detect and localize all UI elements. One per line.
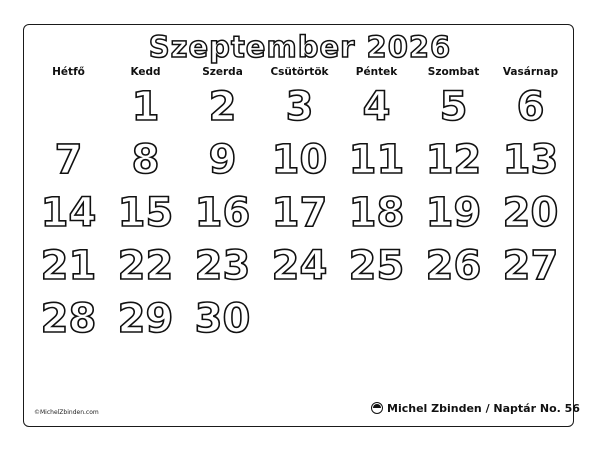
avatar-icon: [371, 402, 383, 414]
day-cell: 24: [271, 243, 328, 289]
day-cell: 15: [117, 190, 174, 236]
day-cell: 17: [271, 190, 328, 236]
day-cell: 5: [439, 84, 468, 130]
day-cell: 2: [208, 84, 237, 130]
day-cell: 20: [502, 190, 559, 236]
day-cell: 7: [54, 137, 83, 183]
day-cell: 19: [425, 190, 482, 236]
day-cell: 6: [516, 84, 545, 130]
calendar-title: Szeptember 2026: [148, 30, 452, 64]
weekday-label: Hétfő: [52, 66, 85, 78]
calendar-grid: [30, 82, 570, 347]
day-cell: 25: [348, 243, 405, 289]
weekday-label: Szerda: [202, 66, 243, 78]
day-cell: 18: [348, 190, 405, 236]
day-cell: 30: [194, 296, 251, 342]
day-cell: 27: [502, 243, 559, 289]
day-cell: 8: [131, 137, 160, 183]
day-cell: 14: [40, 190, 97, 236]
day-cell: 16: [194, 190, 251, 236]
day-cell: 10: [271, 137, 328, 183]
day-cell: 26: [425, 243, 482, 289]
weekday-label: Vasárnap: [502, 66, 559, 78]
weekday-label: Kedd: [130, 66, 161, 78]
weekday-label: Szombat: [427, 66, 480, 78]
day-cell: 23: [194, 243, 251, 289]
day-cell: 29: [117, 296, 174, 342]
day-cell: 21: [40, 243, 97, 289]
weekday-label: Péntek: [355, 66, 398, 78]
copyright-text: ©MichelZbinden.com: [34, 409, 99, 416]
day-cell: 11: [348, 137, 405, 183]
day-cell: 3: [285, 84, 314, 130]
weekday-label: Csütörtök: [270, 66, 329, 78]
footer-attribution: [371, 400, 580, 416]
day-cell: 13: [502, 137, 559, 183]
day-cell: 1: [131, 84, 160, 130]
weekday-header: [30, 66, 570, 82]
day-cell: 12: [425, 137, 482, 183]
day-cell: 22: [117, 243, 174, 289]
footer-author: Michel Zbinden / Naptár No. 56: [387, 401, 580, 415]
day-cell: 28: [40, 296, 97, 342]
day-cell: 9: [208, 137, 237, 183]
day-cell: 4: [362, 84, 391, 130]
